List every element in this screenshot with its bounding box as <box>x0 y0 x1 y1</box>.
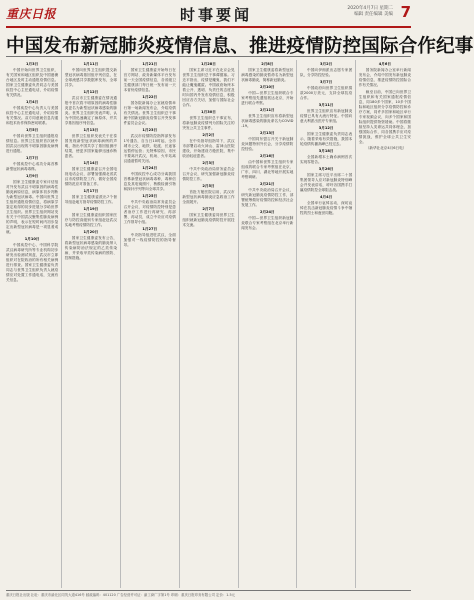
entry-paragraph: 国家卫生健康委发布公告，将新型冠状病毒感染的肺炎纳入传染病防治法规定的乙类传染病，并采取甲类传染病的预防、控制措施。 <box>64 236 117 260</box>
entry-date: 2月5日 <box>202 184 215 188</box>
entry-paragraph: 中国向伊朗派出志愿专家团队，分享防控经验。 <box>299 68 353 77</box>
column-rule <box>238 60 239 588</box>
entry-date: 4月4日 <box>319 195 333 199</box>
entry-paragraph: 中央指导组进驻武汉，全面加强对一线疫情防控的指导督导。 <box>123 233 176 247</box>
entry-paragraph: 中国疾控中心成功分离我国首株新型冠状病毒毒种，毒种信息及其电镜照片、核酸检测引物和探针序列等向全球共享。 <box>123 172 176 191</box>
article-columns <box>6 60 411 588</box>
entry-paragraph: （新华社北京4月6日电） <box>365 146 407 150</box>
entry-paragraph: 中国同东盟召开关于新冠肺炎问题特别外长会，分享疫情防控经验。 <box>241 137 294 151</box>
entry-date: 1月9日 <box>26 174 39 178</box>
entry-date: 1月7日 <box>26 156 39 160</box>
footer-rule <box>6 590 411 591</box>
entry-date: 1月17日 <box>83 189 99 193</box>
entry-paragraph: 中国疾控中心负责人与美国疾控中心主任通电话，介绍疫情有关情况。双方同意就信息沟通和技术协作保持密切联系。 <box>6 106 59 125</box>
article-column <box>6 60 58 588</box>
entry-paragraph: 中国—世界卫生组织新冠肺炎联合专家考察组在北京举行新闻发布会。 <box>241 216 294 230</box>
entry-paragraph: 截至目前，中国已向世界卫生组织和有关国家通报疫情信息，同180多个国家、10多个国际和地区组织分享疫情防控和诊疗方案，同许多国家和地区举行专家视频会议，向多个国家和国际组织提供物资援助。中国将继续坚持人类命运共同体理念，加强国际合作，同各国携手应对疫情挑战，维护全球公共卫生安全。 <box>358 89 411 144</box>
entry-paragraph: 国家主席习近平出席二十国集团领导人应对新冠肺炎特别峰会并发表讲话，呼吁各国携手打赢疫情防控全球阻击战。 <box>299 173 353 192</box>
entry-date: 3月12日 <box>318 126 334 130</box>
issue-editors: 编辑 责任编辑 美编 <box>354 12 393 17</box>
entry-paragraph: 国家卫生健康委将新型冠状病毒感染的肺炎暂命名为新型冠状病毒肺炎，简称新冠肺炎。 <box>241 68 294 82</box>
entry-date: 2月7日 <box>202 207 215 211</box>
entry-date: 1月5日 <box>26 128 39 132</box>
article-column <box>124 60 176 588</box>
article-column <box>182 60 234 588</box>
entry-date: 2月16日 <box>259 154 275 158</box>
entry-paragraph: 世界卫生组织总干事宣布，将新冠肺炎疫情列为国际关注的突发公共卫生事件。 <box>182 116 235 130</box>
entry-paragraph: 国家卫生健康委专家评估组对外发布武汉不明原因的病毒性肺炎病原信息，病原体初步判断为新型冠状病毒。中国向世界卫生组织通报疫情信息，将病原学鉴定取得的初步进展分享给世界卫生组织。世界卫生组织网站发布关于中国武汉聚集性肺炎病例的声明，表示在短时间内初步鉴定出新型冠状病毒是一项显著成就。 <box>6 180 59 234</box>
column-rule <box>355 60 356 588</box>
article-column <box>359 60 411 588</box>
entry-date: 3月26日 <box>318 167 334 171</box>
page-number: 7 <box>400 3 411 21</box>
entry-date: 1月19日 <box>83 207 99 211</box>
entry-paragraph: 中国向世界卫生组织提交新型冠状病毒基因组序列信息，在全球流感共享数据库发布，全球共享。 <box>64 68 117 87</box>
entry-date: 1月13日 <box>83 128 99 132</box>
headline: 中国发布新冠肺炎疫情信息、推进疫情防控国际合作纪事 <box>6 36 474 57</box>
entry-date: 1月22日 <box>142 95 158 99</box>
entry-date: 3月18日 <box>318 149 334 153</box>
entry-date: 1月27日 <box>142 227 158 231</box>
entry-paragraph: 武汉市疫情防控指挥部发布1号通告，自当日10时起，全市城市公交、地铁、轮渡、长途客运暂停运营；无特殊原因，市民不要离开武汉，机场、火车站离汉通道暂时关闭。 <box>123 134 176 163</box>
entry-date: 3月11日 <box>318 103 334 107</box>
entry-paragraph: 中国开始向世界卫生组织、有关国家和地区组织及中国港澳台地区及时主动通报疫情信息。国家卫生健康委负责同志与美国疾控中心主任通电话，介绍疫情有关情况。 <box>6 68 59 97</box>
entry-paragraph: 国家卫生健康委开始每日在官方网站、政务新媒体平台发布前一天全国疫情信息，各省级卫生健康部门每日统一发布前一天本省份疫情信息。 <box>123 68 176 92</box>
section-title: 时事要闻 <box>179 6 252 24</box>
column-rule <box>296 60 297 588</box>
entry-paragraph: 中国政府向世界卫生组织捐款2000万美元，支持全球抗疫合作。 <box>299 86 353 100</box>
entry-paragraph: 国务院新闻办公室就疫情举行第一场新闻发布会，介绍疫情有关情况。世界卫生组织总干事就中国新冠肺炎疫情召开突发事件委员会会议。 <box>123 101 176 125</box>
entry-date: 3月7日 <box>319 80 333 84</box>
entry-paragraph: 世界卫生组织宣布将新型冠状病毒感染的肺炎命名为COVID-19。 <box>241 114 294 128</box>
entry-date: 1月21日 <box>142 62 158 66</box>
masthead <box>6 4 411 26</box>
article-column <box>65 60 117 588</box>
entry-date: 2月13日 <box>259 131 275 135</box>
column-rule <box>179 60 180 588</box>
entry-paragraph: 中共中央政治局召开会议，研究新冠肺炎疫情防控工作，部署统筹做好疫情防控和经济社会发展工作。 <box>241 188 294 207</box>
article-column <box>241 60 293 588</box>
entry-paragraph: 国家卫生健康委负责同志表示，随着采取有效措施，我国本轮疫情传播高峰已经过去。 <box>299 132 353 146</box>
entry-paragraph: 世界卫生组织宣布新冠肺炎疫情已具有大流行特征。中国向意大利派出医疗专家组。 <box>299 109 353 123</box>
article-column <box>300 60 352 588</box>
entry-paragraph: 世界卫生组织发表关于在泰国发现新型冠状病毒病例的声明，指出中国共享了基因组测序结果，使更多国家能够迅速诊断患者。 <box>64 134 117 158</box>
entry-date: 1月10日 <box>24 237 40 241</box>
column-rule <box>61 60 62 588</box>
entry-paragraph: 国家卫生健康委组织国家医疗与防控高级别专家组赶赴武汉实地考察疫情防控工作。 <box>64 213 117 227</box>
entry-paragraph: 全国新增本土确诊病例首次实现零报告。 <box>299 155 353 164</box>
entry-date: 1月28日 <box>201 62 216 66</box>
header-rule <box>6 26 411 28</box>
entry-date: 1月12日 <box>83 90 99 94</box>
entry-date: 3月2日 <box>319 62 333 66</box>
entry-paragraph: 国家卫生健康委召开全国电视电话会议，部署加强湖北省武汉市疫情防控工作，做好全国疫情防范应对准备工作。 <box>64 167 117 186</box>
entry-date: 2月10日 <box>259 85 275 89</box>
entry-date: 1月24日 <box>142 166 158 170</box>
entry-date: 2月21日 <box>259 182 275 186</box>
entry-date: 1月20日 <box>83 230 99 234</box>
entry-paragraph: 由中国和世界卫生组织专家组成的联合专家考察组在北京、广东、四川、湖北等地开展实地考察调研。 <box>241 160 294 179</box>
entry-date: 1月11日 <box>83 62 99 66</box>
entry-date: 2月2日 <box>202 133 215 137</box>
entry-paragraph: 全国举行哀悼活动，深切哀悼在抗击新冠肺炎疫情斗争中牺牲的烈士和逝世同胞。 <box>299 201 353 215</box>
entry-paragraph: 国务院新闻办公室举行新闻发布会，介绍中国发布新冠肺炎疫情信息、推进疫情防控国际合作有关情况。 <box>358 68 411 87</box>
entry-date: 2月8日 <box>261 62 274 66</box>
entry-paragraph: 中国疾控中心、中国科学院武汉病毒研究所等专业机构初步研发出检测试剂盒，武汉市立即组织对在院收治的所有相关病例进行排查。国家卫生健康委负责同志与世界卫生组织负责人就疫情应对处置工作通电话，交流有关信息。 <box>6 243 59 282</box>
entry-paragraph: 在中央指导组指导下，武汉市部署启动火神山、雷神山医院建设，开始建设方舱医院，集中收治轻症患者。 <box>182 139 235 158</box>
entry-paragraph: 国家主席习近平在北京会见世界卫生组织总干事谭德塞。习近平指出，疫情是魔鬼，我们不能让魔鬼藏匿。中国政府始终本着公开、透明、负责任的态度及时向国内外发布疫情信息，积极回应各方关切，加强与国际社会合作。 <box>182 68 235 107</box>
entry-date: 1月23日 <box>142 128 158 132</box>
column-rule <box>120 60 121 588</box>
newspaper-logo: 重庆日报 <box>6 7 57 21</box>
footer-info: 重庆日报社出版 社址：重庆市渝北区同茂大道416号 邮政编码：401120 广告经营许可证：渝工商广字第1号 印刷：重庆日报印务有限公司 定价：1.5元 <box>6 593 236 597</box>
headline-rule <box>6 56 411 57</box>
issue-date: 2020年4月7日 星期二 <box>347 6 393 11</box>
entry-date: 1月4日 <box>26 100 39 104</box>
entry-paragraph: 武汉市卫生健康委在情况通报中首次将不明原因的病毒性肺炎更名为新型冠状病毒感染的肺炎。世界卫生组织发表声明，认为中国迅速确定了病原体，并共享基因组序列信息。 <box>64 96 117 125</box>
entry-date: 1月25日 <box>142 194 158 198</box>
entry-paragraph: 中共中央政治局常务委员会召开会议，对疫情防控特别是患者治疗工作进行再研究、再部署、再动员，成立中央应对疫情工作领导小组。 <box>123 200 176 224</box>
entry-date: 2月11日 <box>259 108 275 112</box>
entry-paragraph: 中国—世界卫生组织联合专家考察组先遣组抵达北京，开始进行联合考察。 <box>241 91 294 105</box>
entry-date: 1月30日 <box>201 110 216 114</box>
entry-date: 1月3日 <box>26 62 39 66</box>
issue-info <box>323 6 393 18</box>
entry-date: 2月24日 <box>259 210 275 214</box>
entry-paragraph: 国家卫生健康委同世界卫生组织就新冠肺炎疫情防控开展技术交流。 <box>182 213 235 227</box>
entry-paragraph: 国家卫生健康委派出7个督导组赴地方指导疫情防控工作。 <box>64 195 117 204</box>
entry-paragraph: 首批方舱医院启用，武汉市新型冠状病毒肺炎应急救治工作全面展开。 <box>182 190 235 204</box>
entry-paragraph: 中国向世界卫生组织通报疫情信息。世界卫生组织首次就中国武汉出现的不明原因肺炎病例进行通报。 <box>6 134 59 153</box>
entry-date: 2月3日 <box>202 161 215 165</box>
entry-paragraph: 中国疾控中心成功分离首株新型冠状病毒毒株。 <box>6 162 59 171</box>
entry-paragraph: 中共中央政治局常务委员会召开会议，研究加强新冠肺炎疫情防控工作。 <box>182 167 235 181</box>
entry-date: 4月6日 <box>378 62 391 66</box>
entry-date: 1月14日 <box>83 161 99 165</box>
